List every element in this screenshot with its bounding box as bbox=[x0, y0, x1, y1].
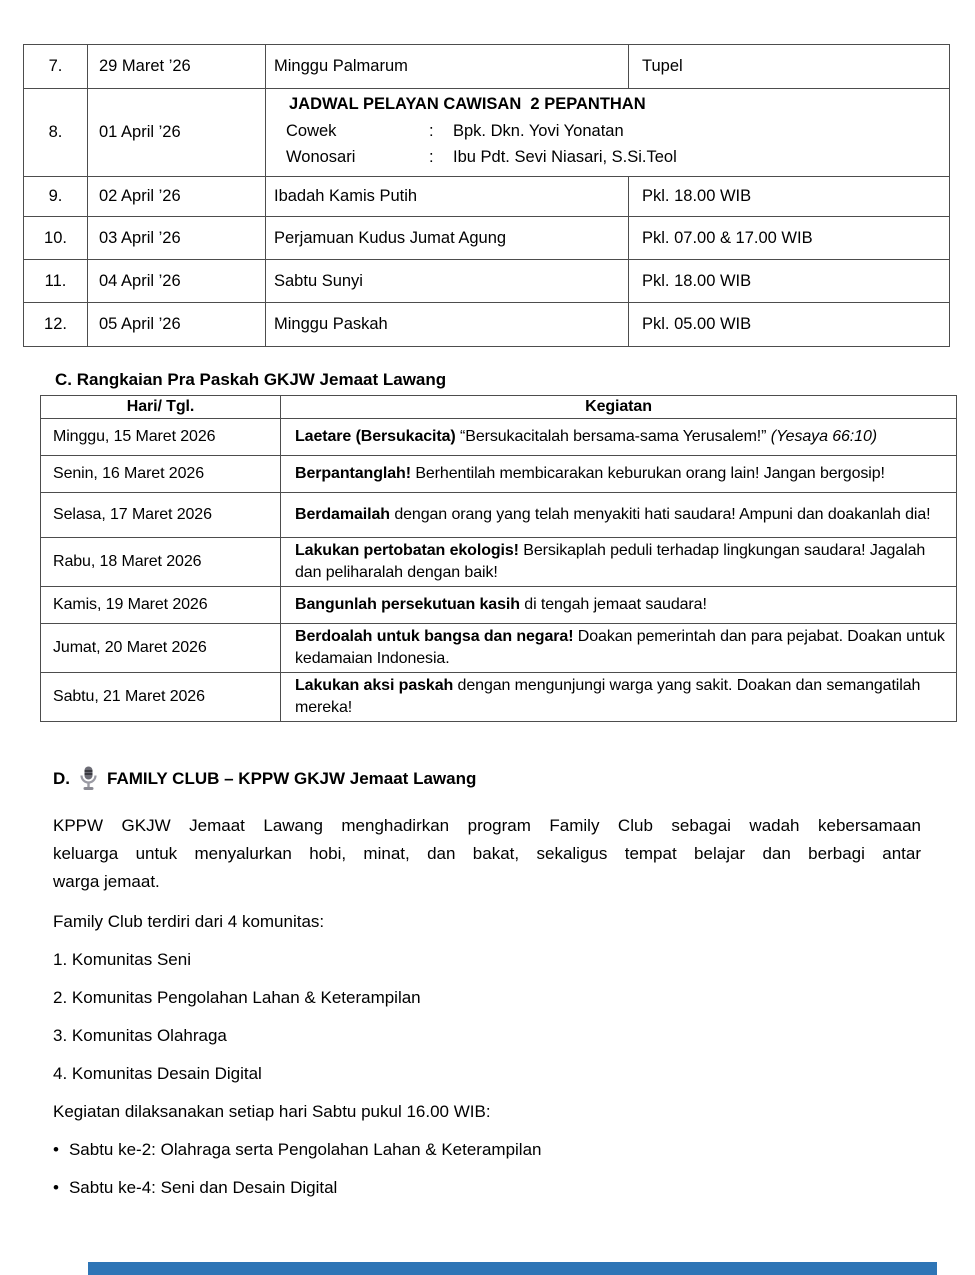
intro-line: KPPW GKJW Jemaat Lawang menghadirkan program Family Club sebagai wadah kebersamaan bbox=[53, 816, 921, 835]
cell-row-number: 10. bbox=[24, 217, 88, 260]
intro-line: warga jemaat. bbox=[53, 872, 160, 891]
cell-date: 02 April ’26 bbox=[88, 177, 266, 217]
cell-row-number: 8. bbox=[24, 89, 88, 177]
table-row bbox=[41, 456, 957, 493]
section-d-prefix: D. bbox=[53, 768, 70, 788]
column-header-kegiatan: Kegiatan bbox=[281, 396, 957, 419]
cell-day: Sabtu, 21 Maret 2026 bbox=[41, 673, 281, 722]
cell-day: Selasa, 17 Maret 2026 bbox=[41, 493, 281, 538]
community-item: 3. Komunitas Olahraga bbox=[53, 1026, 227, 1045]
activity-text: Berhentilah membicarakan keburukan orang lain! Jangan bergosip! bbox=[415, 465, 885, 482]
table-row bbox=[24, 177, 950, 217]
activity-text: Doakan pemerintah dan para pejabat. Doakan untuk kedamaian Indonesia. bbox=[295, 628, 945, 667]
cell-day: Senin, 16 Maret 2026 bbox=[41, 456, 281, 493]
cell-row-number: 11. bbox=[24, 260, 88, 303]
cell-day: Jumat, 20 Maret 2026 bbox=[41, 624, 281, 673]
community-item: 1. Komunitas Seni bbox=[53, 950, 191, 969]
intro-line: keluarga untuk menyalurkan hobi, minat, dan bakat, sekaligus tempat belajar dan berbagi antar bbox=[53, 844, 921, 863]
activity-bold: Laetare (Bersukacita) bbox=[295, 428, 456, 445]
cell-time: Pkl. 18.00 WIB bbox=[629, 177, 950, 217]
pra-paskah-table bbox=[40, 395, 957, 722]
cell-date: 04 April ’26 bbox=[88, 260, 266, 303]
activity-bold: Berdamailah bbox=[295, 506, 390, 523]
column-header-hari: Hari/ Tgl. bbox=[41, 396, 281, 419]
schedule-table bbox=[23, 44, 950, 347]
cell-time: Tupel bbox=[629, 45, 950, 89]
table-row bbox=[24, 303, 950, 347]
bullet-text: Sabtu ke-2: Olahraga serta Pengolahan Lahan & Keterampilan bbox=[68, 1140, 542, 1159]
cell-activity bbox=[281, 624, 957, 673]
assignment-value: Bpk. Dkn. Yovi Yonatan bbox=[453, 122, 624, 140]
table-row bbox=[24, 260, 950, 303]
microphone-icon bbox=[79, 766, 98, 791]
activity-italic: (Yesaya 66:10) bbox=[770, 428, 877, 445]
cell-time: Pkl. 05.00 WIB bbox=[629, 303, 950, 347]
cell-date: 05 April ’26 bbox=[88, 303, 266, 347]
schedule-note: Kegiatan dilaksanakan setiap hari Sabtu pukul 16.00 WIB: bbox=[53, 1102, 491, 1121]
cell-day: Minggu, 15 Maret 2026 bbox=[41, 419, 281, 456]
table-row bbox=[41, 624, 957, 673]
assignment-colon: : bbox=[429, 148, 434, 166]
communities-intro: Family Club terdiri dari 4 komunitas: bbox=[53, 912, 325, 931]
table-row bbox=[41, 673, 957, 722]
bullet-item bbox=[53, 1140, 542, 1160]
table-row bbox=[41, 419, 957, 456]
table-row bbox=[24, 89, 950, 177]
intro-paragraph bbox=[53, 812, 921, 896]
activity-bold: Lakukan aksi paskah bbox=[295, 677, 454, 694]
assignment-label: Cowek bbox=[286, 122, 337, 140]
table-row bbox=[24, 45, 950, 89]
footer-accent-bar bbox=[88, 1262, 937, 1275]
cell-activity bbox=[281, 456, 957, 493]
cell-activity bbox=[281, 538, 957, 587]
assignment-colon: : bbox=[429, 122, 434, 140]
table-row bbox=[24, 217, 950, 260]
section-d-title: FAMILY CLUB – KPPW GKJW Jemaat Lawang bbox=[107, 768, 477, 788]
cell-date: 29 Maret ’26 bbox=[88, 45, 266, 89]
cell-row-number: 7. bbox=[24, 45, 88, 89]
table-row bbox=[41, 587, 957, 624]
cell-day: Rabu, 18 Maret 2026 bbox=[41, 538, 281, 587]
activity-bold: Berdoalah untuk bangsa dan negara! bbox=[295, 628, 574, 645]
cell-activity bbox=[281, 587, 957, 624]
table-header-row bbox=[41, 396, 957, 419]
bullet-marker: • bbox=[53, 1140, 59, 1159]
cell-event: Ibadah Kamis Putih bbox=[266, 177, 629, 217]
cell-time: Pkl. 07.00 & 17.00 WIB bbox=[629, 217, 950, 260]
cell-event: Minggu Palmarum bbox=[266, 45, 629, 89]
activity-bold: Bangunlah persekutuan kasih bbox=[295, 596, 520, 613]
section-d-heading bbox=[53, 766, 476, 791]
bullet-text: Sabtu ke-4: Seni dan Desain Digital bbox=[68, 1178, 338, 1197]
section-c-heading: C. Rangkaian Pra Paskah GKJW Jemaat Lawang bbox=[55, 370, 447, 389]
cell-row-number: 12. bbox=[24, 303, 88, 347]
activity-text: dengan orang yang telah menyakiti hati saudara! Ampuni dan doakanlah dia! bbox=[394, 506, 931, 523]
activity-text: Bersikaplah peduli terhadap lingkungan saudara! Jagalah dan peliharalah dengan baik! bbox=[295, 542, 926, 581]
community-item: 2. Komunitas Pengolahan Lahan & Keterampilan bbox=[53, 988, 421, 1007]
activity-text: di tengah jemaat saudara! bbox=[524, 596, 707, 613]
assignment-row bbox=[286, 118, 941, 144]
cell-activity bbox=[281, 419, 957, 456]
assignment-value: Ibu Pdt. Sevi Niasari, S.Si.Teol bbox=[453, 148, 677, 166]
assignment-row bbox=[286, 144, 941, 170]
cell-activity bbox=[281, 673, 957, 722]
cell-date: 01 April ’26 bbox=[88, 89, 266, 177]
community-item: 4. Komunitas Desain Digital bbox=[53, 1064, 262, 1083]
cell-row-number: 9. bbox=[24, 177, 88, 217]
cell-cawisan bbox=[266, 89, 950, 177]
cell-time: Pkl. 18.00 WIB bbox=[629, 260, 950, 303]
activity-text: dengan mengunjungi warga yang sakit. Doakan dan semangatilah mereka! bbox=[295, 677, 921, 716]
activity-bold: Berpantanglah! bbox=[295, 465, 411, 482]
cawisan-title: JADWAL PELAYAN CAWISAN 2 PEPANTHAN bbox=[289, 95, 646, 113]
activity-bold: Lakukan pertobatan ekologis! bbox=[295, 542, 519, 559]
cell-date: 03 April ’26 bbox=[88, 217, 266, 260]
cell-event: Perjamuan Kudus Jumat Agung bbox=[266, 217, 629, 260]
cell-activity bbox=[281, 493, 957, 538]
table-row bbox=[41, 538, 957, 587]
assignment-label: Wonosari bbox=[286, 148, 356, 166]
cell-event: Minggu Paskah bbox=[266, 303, 629, 347]
cell-event: Sabtu Sunyi bbox=[266, 260, 629, 303]
table-row bbox=[41, 493, 957, 538]
bullet-item bbox=[53, 1178, 337, 1198]
cell-day: Kamis, 19 Maret 2026 bbox=[41, 587, 281, 624]
bullet-marker: • bbox=[53, 1178, 59, 1197]
activity-text: “Bersukacitalah bersama-sama Yerusalem!” bbox=[460, 428, 767, 445]
